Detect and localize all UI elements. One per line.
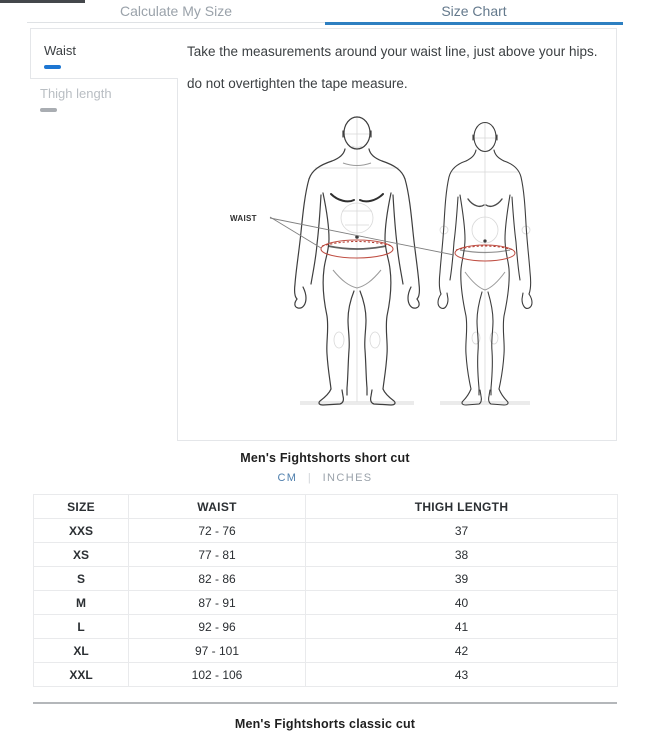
table-cell: 102 - 106	[129, 663, 306, 687]
classic-cut-title: Men's Fightshorts classic cut	[234, 717, 416, 731]
unit-separator: |	[307, 472, 313, 484]
active-indicator-bar	[44, 65, 61, 69]
table-cell: M	[34, 591, 129, 615]
table-cell: 87 - 91	[129, 591, 306, 615]
table-header-cell: WAIST	[129, 495, 306, 519]
size-table-body	[34, 519, 618, 687]
table-cell: XXS	[34, 519, 129, 543]
unit-toggle	[0, 472, 650, 484]
table-cell: XXL	[34, 663, 129, 687]
table-cell: 42	[306, 639, 618, 663]
table-cell: 39	[306, 567, 618, 591]
table-cell: 43	[306, 663, 618, 687]
table-cell: L	[34, 615, 129, 639]
table-cell: S	[34, 567, 129, 591]
measurement-instruction: Take the measurements around your waist line, just above your hips. do not overtighten the tape measure.	[187, 44, 598, 91]
sidebar-item-thigh-length[interactable]	[40, 86, 112, 112]
table-cell: 38	[306, 543, 618, 567]
sidebar-item-label: Waist	[44, 43, 77, 58]
table-cell: 92 - 96	[129, 615, 306, 639]
short-cut-title: Men's Fightshorts short cut	[240, 451, 410, 465]
table-cell: 72 - 76	[129, 519, 306, 543]
tab-label: Calculate My Size	[119, 3, 233, 19]
waist-callout-label: WAIST	[230, 214, 257, 223]
sidebar-item-label: Thigh length	[40, 86, 112, 101]
table-row	[34, 591, 618, 615]
table-row	[34, 663, 618, 687]
panel-border	[177, 78, 178, 440]
unit-option-inches[interactable]: INCHES	[322, 472, 373, 484]
table-cell: XS	[34, 543, 129, 567]
table-header-row	[34, 495, 618, 519]
table-cell: 82 - 86	[129, 567, 306, 591]
tab-label: Size Chart	[441, 3, 507, 19]
sidebar-item-waist[interactable]	[30, 28, 178, 79]
table-row	[34, 519, 618, 543]
size-table-head	[34, 495, 618, 519]
table-cell: 37	[306, 519, 618, 543]
size-table	[33, 494, 618, 687]
body-figures-image	[182, 100, 617, 435]
table-row	[34, 615, 618, 639]
tab-size-chart[interactable]	[325, 0, 623, 25]
table-row	[34, 567, 618, 591]
table-header-cell: SIZE	[34, 495, 129, 519]
inactive-indicator-bar	[40, 108, 57, 112]
waist-measurement-illustration	[182, 100, 617, 435]
unit-option-cm[interactable]: CM	[277, 472, 298, 484]
table-cell: XL	[34, 639, 129, 663]
table-cell: 40	[306, 591, 618, 615]
tab-calculate-my-size[interactable]	[27, 0, 325, 23]
table-cell: 77 - 81	[129, 543, 306, 567]
table-row	[34, 639, 618, 663]
table-row	[34, 543, 618, 567]
table-header-cell: THIGH LENGTH	[306, 495, 618, 519]
table-cell: 41	[306, 615, 618, 639]
section-divider	[33, 702, 617, 704]
table-cell: 97 - 101	[129, 639, 306, 663]
